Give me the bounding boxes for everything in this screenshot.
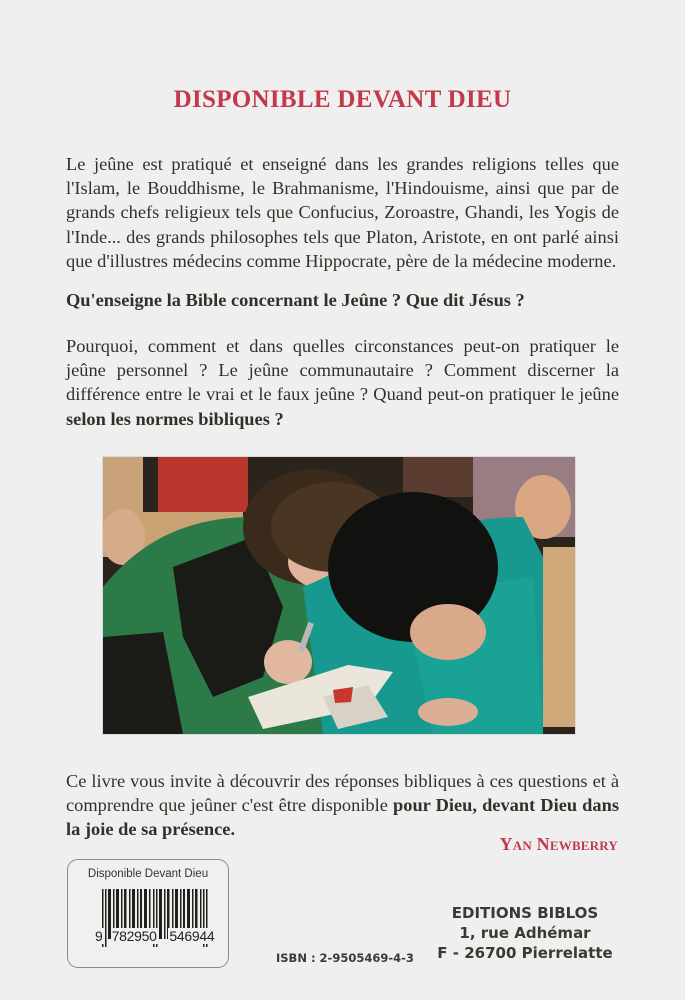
closing-text: Ce livre vous invite à découvrir des réponses bibliques à ces questions et à comprendre que jeûner c'est être disponible (66, 771, 619, 816)
question-heading: Qu'enseigne la Bible concernant le Jeûne ? Que dit Jésus ? (66, 290, 525, 310)
barcode-digits: 9 782950 546944 (95, 928, 215, 944)
publisher-block (420, 903, 630, 963)
barcode-title: Disponible Devant Dieu (87, 868, 209, 880)
barcode-label (67, 859, 229, 968)
intro-paragraph: Le jeûne est pratiqué et enseigné dans les grandes religions telles que l'Islam, le Bouddhisme, le Brahmanisme, l'Hindouisme, ainsi que par de grands chefs religieux tels que Confucius, Zoroastre, Ghandi, les Yogis de l'Inde... des grands philosophes tels que Platon, Aristote, en ont parlé ainsi que d'illustres médecins comme Hippocrate, père de la médecine moderne. (66, 154, 619, 271)
closing-bold-text: pour Dieu, devant Dieu dans la joie de sa présence. (66, 795, 619, 840)
questions-paragraph (66, 334, 619, 431)
cover-photo (102, 456, 576, 735)
publisher-name: EDITIONS BIBLOS (451, 904, 599, 922)
questions-bold-text: selon les normes bibliques ? (66, 408, 284, 429)
author-name: Yan Newberry (499, 834, 618, 854)
questions-text: Pourquoi, comment et dans quelles circonstances peut-on pratiquer le jeûne personnel ? Le jeûne communautaire ? Comment discerner la différence entre le vrai et le faux jeûne ? Quand peut-on pratiquer le jeûne (66, 336, 619, 405)
closing-paragraph (66, 769, 619, 842)
photo-people-reading-bible-icon (103, 457, 575, 734)
isbn: ISBN : 2-9505469-4-3 (276, 951, 414, 965)
book-title: DISPONIBLE DEVANT DIEU (173, 86, 512, 113)
publisher-street: 1, rue Adhémar (459, 924, 591, 942)
publisher-city: F - 26700 Pierrelatte (437, 944, 613, 962)
